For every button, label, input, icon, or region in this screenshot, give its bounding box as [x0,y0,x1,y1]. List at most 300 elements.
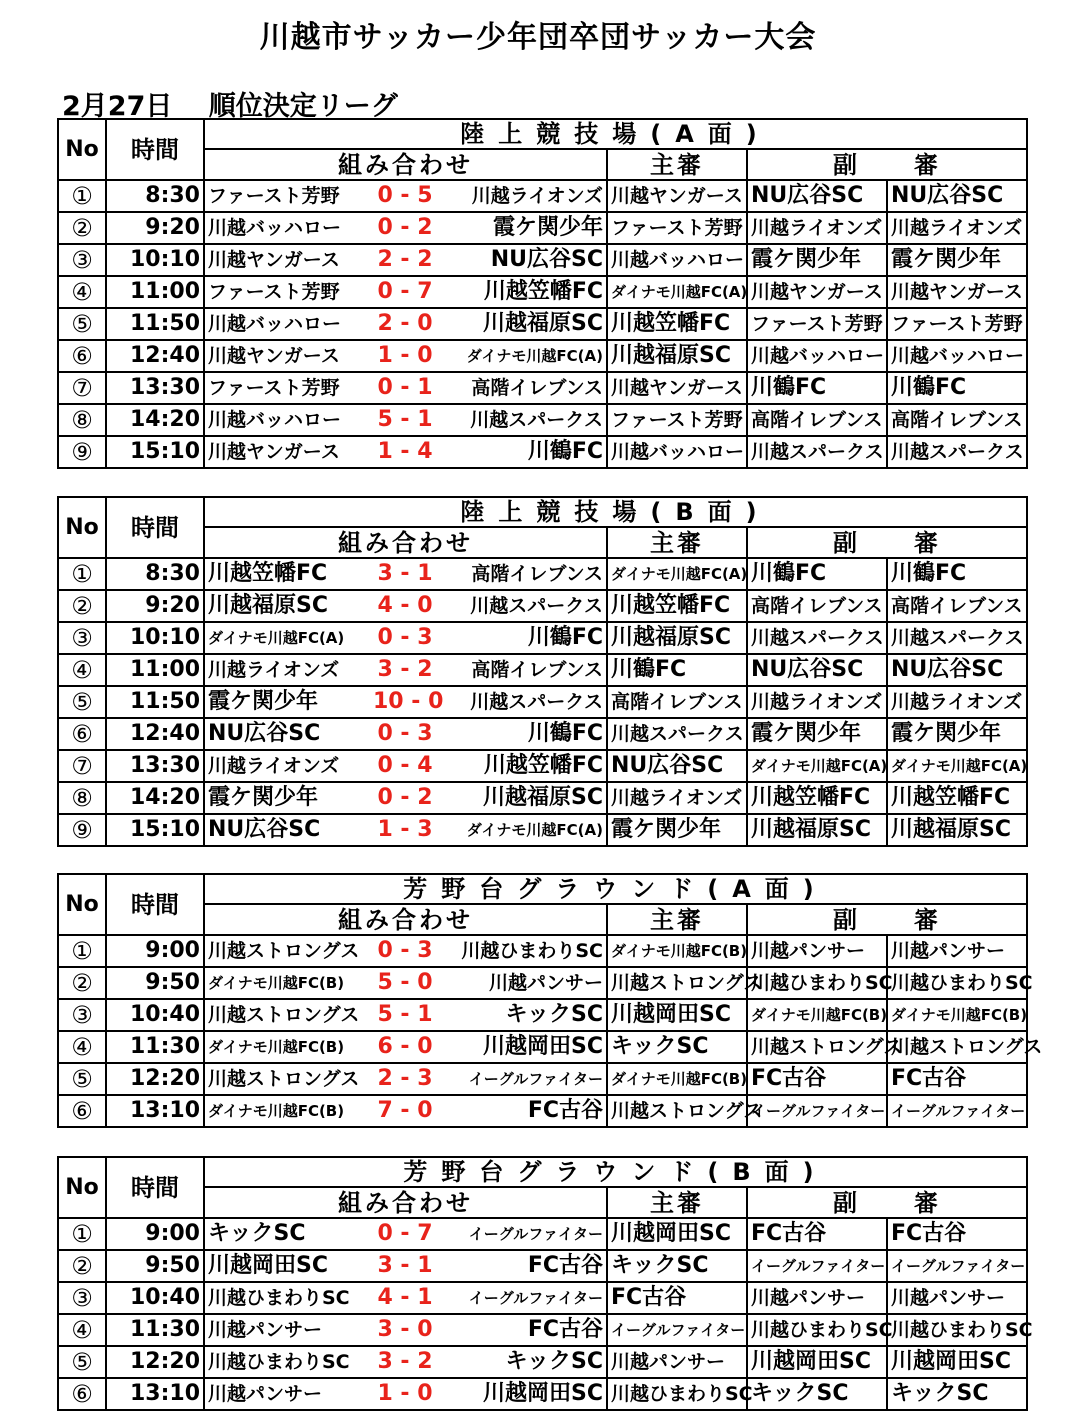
match-number: ④ [58,1031,106,1063]
assistant-referee-1: NU広谷SC [747,654,887,686]
matchup-cell [204,1031,607,1063]
table-row [58,935,1027,967]
matchup-cell [204,686,607,718]
matchup-cell [204,404,607,436]
matchup-cell [204,654,607,686]
away-team: FC古谷 [527,1317,603,1342]
match-score: 4 - 0 [377,593,433,618]
referee: 高階イレブンス [607,686,747,718]
away-team: 高階イレブンス [471,659,603,681]
kickoff-time: 9:20 [106,212,204,244]
table-row [58,814,1027,846]
kickoff-time: 14:20 [106,782,204,814]
away-team: 川越スパークス [470,409,603,431]
away-team: 高階イレブンス [471,377,603,399]
kickoff-time: 11:50 [106,308,204,340]
matchup [205,213,606,243]
table-row [58,1314,1027,1346]
home-team: 川越ひまわりSC [208,1351,350,1373]
match-score: 0 - 5 [377,183,433,208]
kickoff-time: 9:50 [106,967,204,999]
kickoff-time: 15:10 [106,436,204,468]
table-row [58,654,1027,686]
header-match: 組み合わせ [204,904,607,935]
match-score: 0 - 2 [377,215,433,240]
match-score: 3 - 1 [377,1253,433,1278]
matchup-cell [204,1314,607,1346]
table-row [58,1063,1027,1095]
home-team: ダイナモ川越FC(A) [208,629,345,647]
assistant-referee-2: ファースト芳野 [887,308,1027,340]
assistant-referee-1: 霞ケ関少年 [747,718,887,750]
kickoff-time: 12:40 [106,340,204,372]
match-number: ② [58,590,106,622]
table-row [58,308,1027,340]
match-score: 5 - 1 [377,1002,433,1027]
table-row [58,180,1027,212]
assistant-referee-1: 川越パンサー [747,935,887,967]
referee: ダイナモ川越FC(B) [607,1063,747,1095]
match-number: ① [58,180,106,212]
referee: 川越スパークス [607,718,747,750]
referee: ダイナモ川越FC(A) [607,558,747,590]
header-no: No [58,874,106,935]
matchup-cell [204,1378,607,1410]
home-team: 川越バッハロー [208,409,342,431]
table-row [58,1378,1027,1410]
match-number: ④ [58,276,106,308]
matchup [205,437,606,467]
match-score: 0 - 3 [377,625,433,650]
subheader-row [58,1187,1027,1218]
header-assistant: 副 審 [747,904,1027,935]
away-team: FC古谷 [527,1098,603,1123]
assistant-referee-1: ダイナモ川越FC(A) [747,750,887,782]
table-row [58,372,1027,404]
assistant-referee-1: 川越笠幡FC [747,782,887,814]
header-time: 時間 [106,497,204,558]
table-row [58,590,1027,622]
match-score: 0 - 7 [377,1221,433,1246]
match-number: ⑦ [58,372,106,404]
assistant-referee-2: 霞ケ関少年 [887,244,1027,276]
assistant-referee-1: 川越ひまわりSC [747,1314,887,1346]
assistant-referee-1: 高階イレブンス [747,404,887,436]
home-team: 川越ストロングス [208,1068,360,1090]
header-no: No [58,1157,106,1218]
away-team: 川越スパークス [470,595,603,617]
referee: ファースト芳野 [607,212,747,244]
home-team: ダイナモ川越FC(B) [208,1102,345,1120]
assistant-referee-1: キックSC [747,1378,887,1410]
matchup [205,341,606,371]
assistant-referee-1: FC古谷 [747,1218,887,1250]
kickoff-time: 13:30 [106,750,204,782]
kickoff-time: 10:10 [106,622,204,654]
matchup-cell [204,750,607,782]
away-team: 川越パンサー [488,972,603,994]
match-score: 2 - 3 [377,1066,433,1091]
table-row [58,1218,1027,1250]
matchup [205,815,606,845]
away-team: イーグルファイター [468,1070,603,1088]
referee: 川越ひまわりSC [607,1378,747,1410]
home-team: ダイナモ川越FC(B) [208,1038,345,1056]
table-row [58,1282,1027,1314]
table-row [58,212,1027,244]
matchup [205,719,606,749]
matchup-cell [204,180,607,212]
matchup-cell [204,814,607,846]
matchup [205,1000,606,1030]
venue-name: 芳野台グラウンド(B面) [204,1157,1027,1187]
subheader-row [58,904,1027,935]
table-row [58,244,1027,276]
away-team: 川越ひまわりSC [461,940,603,962]
assistant-referee-1: 川越ライオンズ [747,212,887,244]
match-number: ⑥ [58,718,106,750]
match-number: ② [58,212,106,244]
matchup-cell [204,1346,607,1378]
match-score: 4 - 1 [377,1285,433,1310]
assistant-referee-1: 川越岡田SC [747,1346,887,1378]
referee: 川越バッハロー [607,244,747,276]
matchup [205,591,606,621]
header-row [58,119,1027,149]
matchup-cell [204,935,607,967]
home-team: 川越ヤンガース [208,441,340,463]
header-assistant: 副 審 [747,1187,1027,1218]
header-referee: 主審 [607,527,747,558]
home-team: 川越バッハロー [208,217,342,239]
assistant-referee-2: 川越ひまわりSC [887,1314,1027,1346]
assistant-referee-2: イーグルファイター [887,1095,1027,1127]
assistant-referee-1: イーグルファイター [747,1095,887,1127]
referee: 川越バッハロー [607,436,747,468]
match-number: ⑦ [58,750,106,782]
referee: 川越ヤンガース [607,372,747,404]
assistant-referee-2: 川越岡田SC [887,1346,1027,1378]
matchup [205,687,606,717]
assistant-referee-1: 霞ケ関少年 [747,244,887,276]
assistant-referee-2: 川越パンサー [887,935,1027,967]
assistant-referee-1: 川越福原SC [747,814,887,846]
referee: 川鶴FC [607,654,747,686]
page-subtitle: 2月27日 順位決定リーグ [62,91,398,122]
matchup-cell [204,782,607,814]
table-row [58,782,1027,814]
away-team: ダイナモ川越FC(A) [466,347,603,365]
match-score: 1 - 4 [377,439,433,464]
kickoff-time: 12:40 [106,718,204,750]
match-score: 0 - 4 [377,753,433,778]
kickoff-time: 9:20 [106,590,204,622]
venue-name: 陸上競技場(B面) [204,497,1027,527]
assistant-referee-1: 川越スパークス [747,622,887,654]
match-score: 1 - 0 [377,1381,433,1406]
away-team: 高階イレブンス [471,563,603,585]
match-score: 6 - 0 [377,1034,433,1059]
match-number: ⑥ [58,1378,106,1410]
home-team: 川越岡田SC [208,1253,328,1278]
header-match: 組み合わせ [204,527,607,558]
home-team: 川越パンサー [208,1319,323,1341]
kickoff-time: 11:50 [106,686,204,718]
kickoff-time: 14:20 [106,404,204,436]
referee: 川越パンサー [607,1346,747,1378]
assistant-referee-1: 川越ひまわりSC [747,967,887,999]
table-row [58,404,1027,436]
away-team: キックSC [505,1002,603,1027]
match-score: 3 - 2 [377,1349,433,1374]
header-match: 組み合わせ [204,1187,607,1218]
assistant-referee-2: 川越ライオンズ [887,686,1027,718]
referee: ダイナモ川越FC(A) [607,276,747,308]
away-team: NU広谷SC [490,247,603,272]
assistant-referee-2: ダイナモ川越FC(A) [887,750,1027,782]
matchup [205,1096,606,1126]
assistant-referee-1: 川越バッハロー [747,340,887,372]
assistant-referee-2: FC古谷 [887,1063,1027,1095]
match-number: ⑨ [58,814,106,846]
assistant-referee-1: NU広谷SC [747,180,887,212]
home-team: 川越ヤンガース [208,345,340,367]
table-row [58,1095,1027,1127]
match-score: 1 - 0 [377,343,433,368]
subheader-row [58,527,1027,558]
matchup [205,623,606,653]
table-row [58,686,1027,718]
referee: キックSC [607,1250,747,1282]
header-assistant: 副 審 [747,527,1027,558]
assistant-referee-2: ダイナモ川越FC(B) [887,999,1027,1031]
home-team: 川越福原SC [208,593,328,618]
matchup-cell [204,1218,607,1250]
match-number: ② [58,967,106,999]
table-row [58,1250,1027,1282]
kickoff-time: 15:10 [106,814,204,846]
table-row [58,999,1027,1031]
match-number: ② [58,1250,106,1282]
referee: ダイナモ川越FC(B) [607,935,747,967]
match-score: 0 - 3 [377,721,433,746]
home-team: ファースト芳野 [208,281,340,303]
header-row [58,874,1027,904]
assistant-referee-2: 川越笠幡FC [887,782,1027,814]
home-team: 川越ヤンガース [208,249,340,271]
match-number: ⑤ [58,686,106,718]
kickoff-time: 9:00 [106,935,204,967]
match-number: ① [58,935,106,967]
matchup-cell [204,718,607,750]
matchup-cell [204,340,607,372]
kickoff-time: 10:40 [106,1282,204,1314]
assistant-referee-1: 川越ストロングス [747,1031,887,1063]
matchup [205,783,606,813]
home-team: 川越ひまわりSC [208,1287,350,1309]
away-team: 川越スパークス [470,691,603,713]
referee: 川越福原SC [607,340,747,372]
assistant-referee-1: 川越パンサー [747,1282,887,1314]
away-team: 川越笠幡FC [483,279,603,304]
matchup [205,1251,606,1281]
match-number: ③ [58,1282,106,1314]
assistant-referee-1: ファースト芳野 [747,308,887,340]
referee: 川越ストロングス [607,967,747,999]
matchup-cell [204,212,607,244]
home-team: 川越ストロングス [208,1004,360,1026]
kickoff-time: 11:30 [106,1031,204,1063]
assistant-referee-2: 霞ケ関少年 [887,718,1027,750]
kickoff-time: 10:40 [106,999,204,1031]
match-number: ⑧ [58,782,106,814]
match-score: 0 - 1 [377,375,433,400]
header-time: 時間 [106,119,204,180]
referee: NU広谷SC [607,750,747,782]
match-score: 0 - 7 [377,279,433,304]
matchup-cell [204,622,607,654]
matchup [205,1283,606,1313]
match-score: 0 - 2 [377,785,433,810]
match-score: 10 - 0 [373,689,444,714]
match-score: 3 - 0 [377,1317,433,1342]
matchup [205,1315,606,1345]
header-assistant: 副 審 [747,149,1027,180]
away-team: ダイナモ川越FC(A) [466,821,603,839]
header-match: 組み合わせ [204,149,607,180]
referee: 川越笠幡FC [607,308,747,340]
match-score: 5 - 0 [377,970,433,995]
page-title: 川越市サッカー少年団卒団サッカー大会 [259,20,817,55]
header-referee: 主審 [607,149,747,180]
kickoff-time: 13:10 [106,1378,204,1410]
referee: 川越笠幡FC [607,590,747,622]
matchup [205,405,606,435]
referee: 霞ケ関少年 [607,814,747,846]
header-row [58,497,1027,527]
away-team: 川越福原SC [483,785,603,810]
home-team: 霞ケ関少年 [208,689,319,714]
away-team: 川越岡田SC [483,1381,603,1406]
assistant-referee-2: 川越ストロングス [887,1031,1027,1063]
kickoff-time: 9:50 [106,1250,204,1282]
assistant-referee-1: FC古谷 [747,1063,887,1095]
matchup [205,559,606,589]
assistant-referee-2: 川越スパークス [887,622,1027,654]
matchup [205,751,606,781]
schedule-table-rikujo-b [57,496,1028,847]
match-number: ⑥ [58,340,106,372]
kickoff-time: 12:20 [106,1346,204,1378]
matchup-cell [204,590,607,622]
match-score: 3 - 1 [377,561,433,586]
match-number: ③ [58,999,106,1031]
assistant-referee-1: 川越スパークス [747,436,887,468]
match-number: ⑤ [58,308,106,340]
header-time: 時間 [106,1157,204,1218]
assistant-referee-1: 川鶴FC [747,558,887,590]
venue-name: 陸上競技場(A面) [204,119,1027,149]
matchup-cell [204,276,607,308]
header-no: No [58,119,106,180]
kickoff-time: 13:30 [106,372,204,404]
matchup-cell [204,1063,607,1095]
assistant-referee-2: NU広谷SC [887,654,1027,686]
table-row [58,1346,1027,1378]
assistant-referee-2: キックSC [887,1378,1027,1410]
match-number: ⑨ [58,436,106,468]
matchup-cell [204,436,607,468]
away-team: 川越ライオンズ [471,185,603,207]
table-row [58,276,1027,308]
referee: 川越岡田SC [607,1218,747,1250]
schedule-table-yoshinodai-a [57,873,1043,1128]
kickoff-time: 9:00 [106,1218,204,1250]
kickoff-time: 13:10 [106,1095,204,1127]
match-number: ① [58,1218,106,1250]
away-team: FC古谷 [527,1253,603,1278]
matchup-cell [204,308,607,340]
table-row [58,622,1027,654]
header-row [58,1157,1027,1187]
kickoff-time: 11:00 [106,654,204,686]
match-score: 0 - 3 [377,938,433,963]
home-team: 川越ライオンズ [208,659,340,681]
matchup [205,1379,606,1409]
assistant-referee-1: 高階イレブンス [747,590,887,622]
kickoff-time: 12:20 [106,1063,204,1095]
matchup [205,1219,606,1249]
away-team: 川越岡田SC [483,1034,603,1059]
matchup [205,277,606,307]
table-row [58,340,1027,372]
venue-name: 芳野台グラウンド(A面) [204,874,1027,904]
matchup [205,1347,606,1377]
kickoff-time: 11:30 [106,1314,204,1346]
subheader-row [58,149,1027,180]
matchup-cell [204,244,607,276]
match-number: ⑧ [58,404,106,436]
referee: 川越ヤンガース [607,180,747,212]
assistant-referee-1: 川越ヤンガース [747,276,887,308]
match-number: ⑥ [58,1095,106,1127]
away-team: イーグルファイター [468,1289,603,1307]
matchup-cell [204,1250,607,1282]
home-team: キックSC [208,1221,306,1246]
table-row [58,1031,1027,1063]
assistant-referee-2: FC古谷 [887,1218,1027,1250]
home-team: ファースト芳野 [208,185,340,207]
matchup [205,373,606,403]
schedule-table-yoshinodai-b [57,1156,1033,1411]
schedule-table-rikujo-a [57,118,1028,469]
assistant-referee-2: 川越ヤンガース [887,276,1027,308]
matchup-cell [204,1095,607,1127]
assistant-referee-2: 川越バッハロー [887,340,1027,372]
matchup [205,936,606,966]
match-score: 5 - 1 [377,407,433,432]
away-team: 霞ケ関少年 [492,215,603,240]
kickoff-time: 10:10 [106,244,204,276]
matchup [205,309,606,339]
matchup-cell [204,1282,607,1314]
assistant-referee-1: ダイナモ川越FC(B) [747,999,887,1031]
kickoff-time: 11:00 [106,276,204,308]
matchup [205,181,606,211]
match-score: 2 - 0 [377,311,433,336]
matchup-cell [204,967,607,999]
assistant-referee-2: 川鶴FC [887,372,1027,404]
